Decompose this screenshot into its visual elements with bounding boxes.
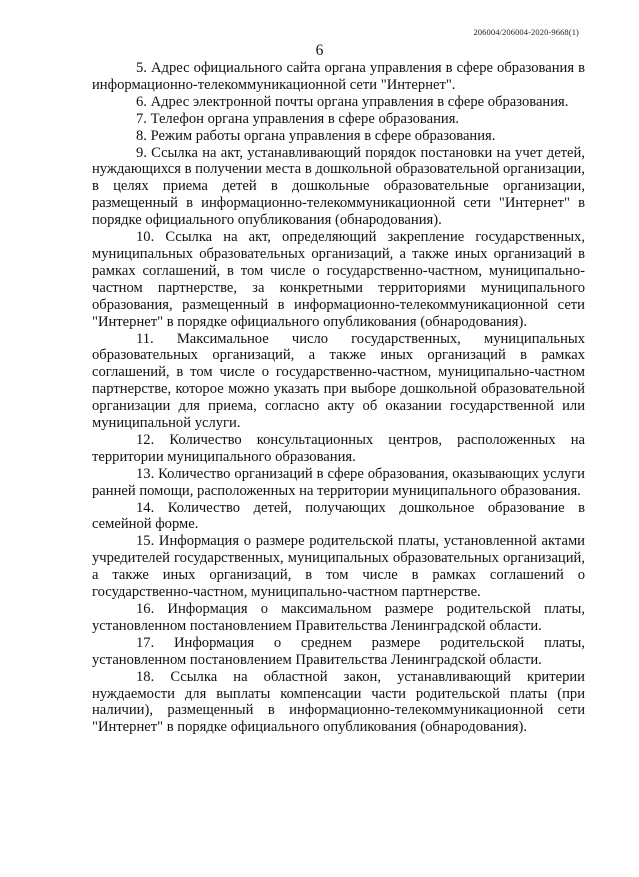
paragraph-item-18: 18. Ссылка на областной закон, устанавливающий критерии нуждаемости для выплаты компенсации части родительской платы (при наличии), размещенный в информационно-телекоммуникационной сети "Интернет" в порядке официального опубликования (обнародования). bbox=[92, 668, 585, 736]
paragraph-item-6: 6. Адрес электронной почты органа управления в сфере образования. bbox=[136, 93, 569, 110]
document-body bbox=[92, 60, 585, 736]
document-id: 206004/206004-2020-9668(1) bbox=[473, 27, 579, 37]
paragraph-item-5: 5. Адрес официального сайта органа управления в сфере образования в информационно-телекоммуникационной сети "Интернет". bbox=[92, 60, 585, 93]
paragraph-item-15: 15. Информация о размере родительской платы, установленной актами учредителей государственных, муниципальных образовательных организаций, а также иных организаций, в том числе в рамках соглашений о государственно-частном, муниципально-частном партнерстве. bbox=[92, 533, 585, 601]
paragraph-item-17: 17. Информация о среднем размере родительской платы, установленном постановлением Правительства Ленинградской области. bbox=[92, 634, 585, 668]
paragraph-item-16: 16. Информация о максимальном размере родительской платы, установленном постановлением Правительства Ленинградской области. bbox=[92, 601, 585, 634]
paragraph-item-8: 8. Режим работы органа управления в сфере образования. bbox=[136, 127, 496, 144]
page-number: 6 bbox=[315, 42, 324, 59]
paragraph-item-12: 12. Количество консультационных центров, расположенных на территории муниципального образования. bbox=[92, 431, 585, 465]
paragraph-item-14: 14. Количество детей, получающих дошкольное образование в семейной форме. bbox=[92, 499, 585, 533]
paragraph-item-7: 7. Телефон органа управления в сфере образования. bbox=[136, 110, 460, 127]
paragraph-item-10: 10. Ссылка на акт, определяющий закрепление государственных, муниципальных образовательных организаций, а также иных организаций в рамках соглашений, в том числе о государственно-частном, муниципально-частном партнерстве, за конкретными территориями муниципального образования, размещенный в информационно-телекоммуникационной сети "Интернет" в порядке официального опубликования (обнародования). bbox=[92, 229, 585, 330]
paragraph-item-11: 11. Максимальное число государственных, муниципальных образовательных организаций, а также иных организаций в рамках соглашений, в том числе о государственно-частном, муниципально-частном партнерстве, которое можно указать при выборе дошкольной образовательной организации для приема, согласно акту об оказании государственной или муниципальной услуги. bbox=[92, 330, 585, 432]
paragraph-item-13: 13. Количество организаций в сфере образования, оказывающих услуги ранней помощи, расположенных на территории муниципального образования. bbox=[92, 465, 585, 499]
paragraph-item-9: 9. Ссылка на акт, устанавливающий порядок постановки на учет детей, нуждающихся в получении места в дошкольной образовательной организации, в целях приема детей в дошкольные образовательные организации, размещенный в информационно-телекоммуникационной сети "Интернет" в порядке официального опубликования (обнародования). bbox=[92, 144, 585, 229]
